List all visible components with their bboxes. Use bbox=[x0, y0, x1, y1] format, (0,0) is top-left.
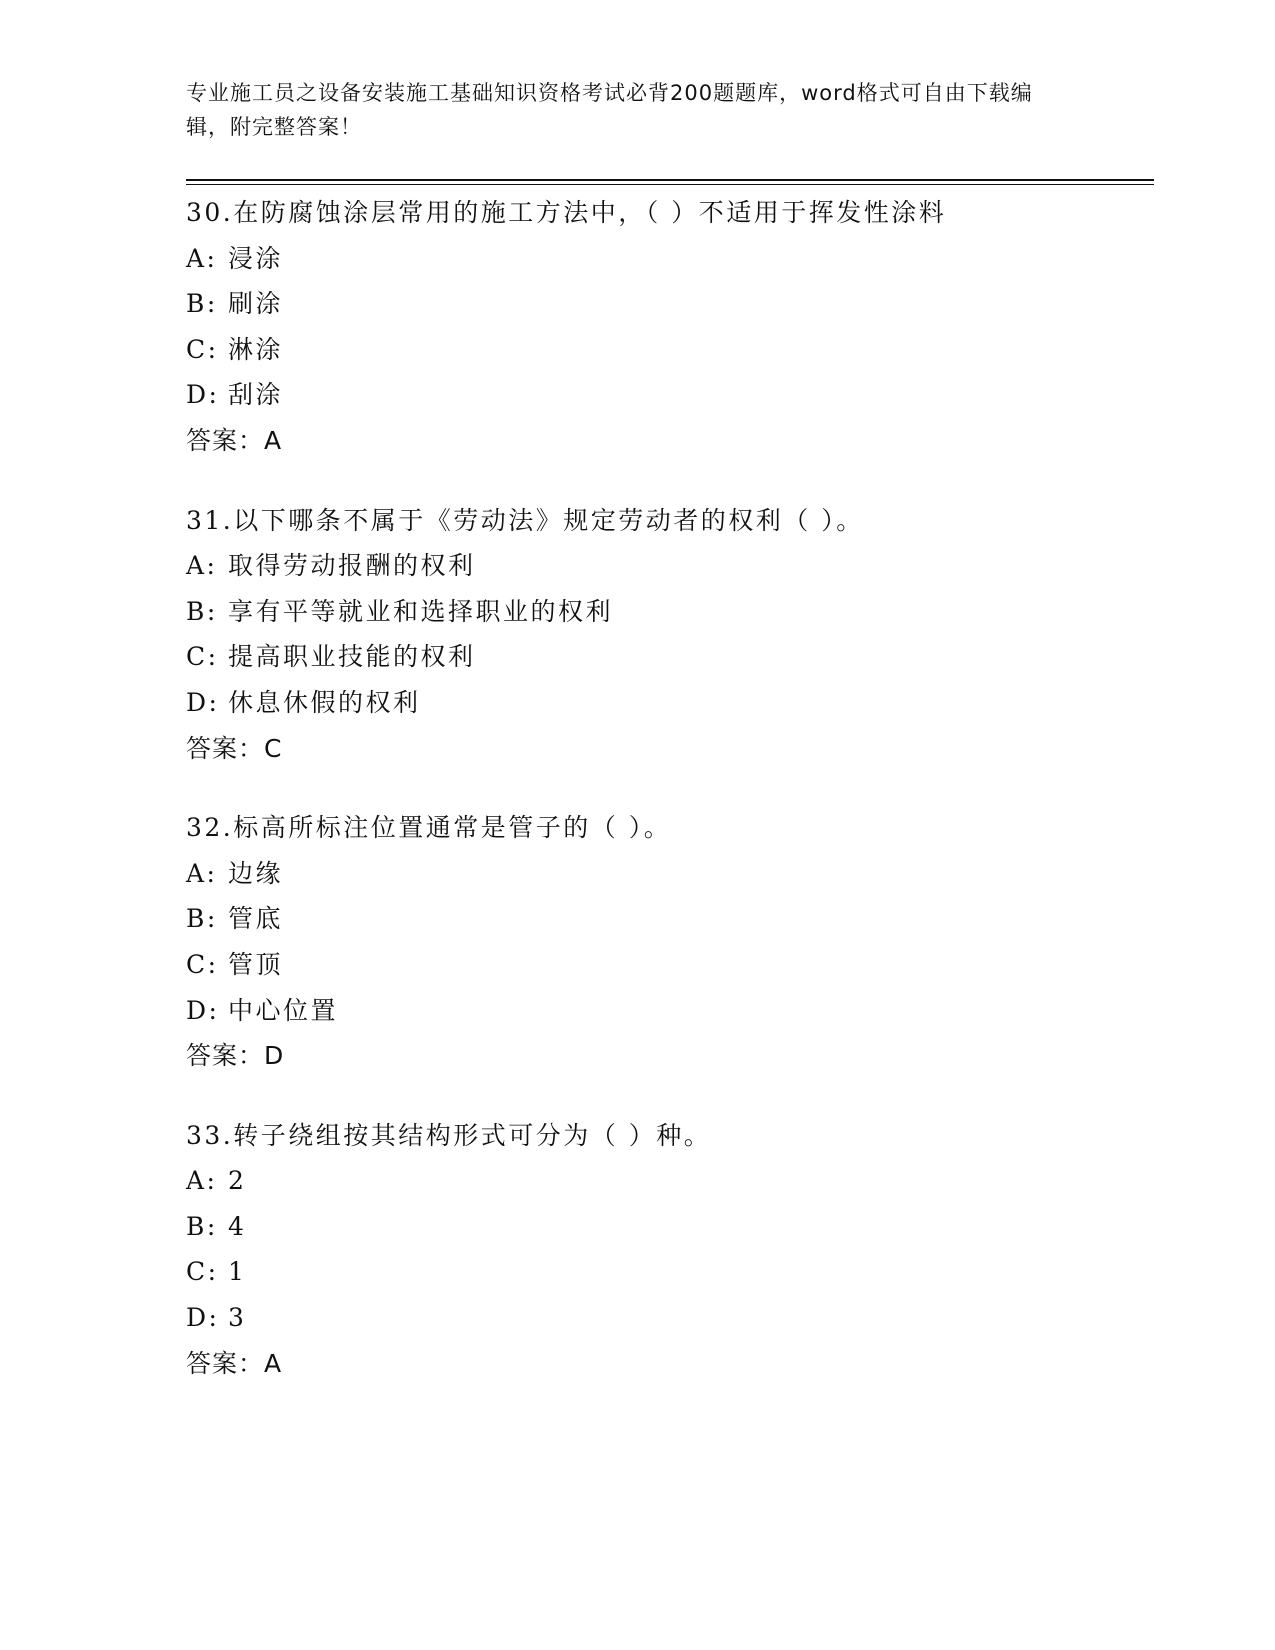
option-letter: C: bbox=[186, 334, 219, 364]
option-letter: D: bbox=[186, 1303, 220, 1333]
question-stem: 32.标高所标注位置通常是管子的（ ）。 bbox=[186, 813, 672, 843]
option-text: 休息休假的权利 bbox=[228, 687, 421, 717]
answer-line: 答案：A bbox=[186, 1348, 283, 1378]
option-a bbox=[186, 236, 1154, 282]
option-text: 提高职业技能的权利 bbox=[228, 642, 476, 672]
option-text: 管底 bbox=[228, 904, 284, 934]
option-d bbox=[186, 680, 1154, 726]
option-c bbox=[186, 327, 1154, 373]
option-letter: B: bbox=[186, 289, 218, 319]
option-text: 边缘 bbox=[228, 858, 284, 888]
question-stem: 31.以下哪条不属于《劳动法》规定劳动者的权利（ ）。 bbox=[186, 505, 864, 535]
question-30 bbox=[186, 190, 1154, 464]
option-c bbox=[186, 942, 1154, 988]
option-letter: B: bbox=[186, 904, 218, 934]
option-c bbox=[186, 1249, 1154, 1295]
option-d bbox=[186, 372, 1154, 418]
answer-line: 答案：C bbox=[186, 733, 283, 763]
question-stem: 33.转子绕组按其结构形式可分为（ ）种。 bbox=[186, 1120, 712, 1150]
option-text: 刷涂 bbox=[228, 289, 284, 319]
option-text: 享有平等就业和选择职业的权利 bbox=[228, 596, 614, 626]
question-stem: 30.在防腐蚀涂层常用的施工方法中，（ ）不适用于挥发性涂料 bbox=[186, 198, 947, 227]
option-letter: C: bbox=[186, 949, 219, 979]
option-letter: D: bbox=[186, 687, 220, 717]
question-32 bbox=[186, 805, 1154, 1079]
option-b bbox=[186, 896, 1154, 942]
option-text: 取得劳动报酬的权利 bbox=[228, 551, 476, 581]
document-header: 专业施工员之设备安装施工基础知识资格考试必背200题题库，word格式可自由下载编辑，附完整答案！ bbox=[186, 81, 1033, 139]
option-c bbox=[186, 634, 1154, 680]
option-text: 刮涂 bbox=[228, 380, 284, 410]
option-letter: A: bbox=[186, 858, 218, 888]
option-d bbox=[186, 988, 1154, 1034]
option-text: 淋涂 bbox=[228, 334, 284, 364]
option-letter: A: bbox=[186, 243, 218, 273]
question-33 bbox=[186, 1113, 1154, 1387]
option-b bbox=[186, 281, 1154, 327]
option-letter: A: bbox=[186, 551, 218, 581]
option-b bbox=[186, 1204, 1154, 1250]
option-a bbox=[186, 543, 1154, 589]
answer-line: 答案：A bbox=[186, 425, 283, 455]
option-a bbox=[186, 851, 1154, 897]
option-b bbox=[186, 589, 1154, 635]
option-letter: B: bbox=[186, 596, 218, 626]
option-d bbox=[186, 1295, 1154, 1341]
header-divider-thick bbox=[186, 179, 1154, 181]
option-letter: C: bbox=[186, 642, 219, 672]
option-text: 1 bbox=[228, 1257, 247, 1287]
option-letter: D: bbox=[186, 380, 220, 410]
option-text: 中心位置 bbox=[228, 995, 339, 1025]
option-letter: D: bbox=[186, 995, 220, 1025]
option-letter: C: bbox=[186, 1257, 219, 1287]
option-text: 管顶 bbox=[228, 949, 284, 979]
option-text: 2 bbox=[228, 1166, 247, 1196]
answer-line: 答案：D bbox=[186, 1041, 285, 1071]
header-divider-thin bbox=[186, 184, 1154, 185]
option-text: 3 bbox=[228, 1303, 247, 1333]
question-31 bbox=[186, 498, 1154, 772]
option-text: 4 bbox=[228, 1211, 247, 1241]
option-letter: B: bbox=[186, 1211, 218, 1241]
question-list bbox=[186, 190, 1154, 1420]
option-text: 浸涂 bbox=[228, 243, 284, 273]
option-letter: A: bbox=[186, 1166, 218, 1196]
option-a bbox=[186, 1158, 1154, 1204]
